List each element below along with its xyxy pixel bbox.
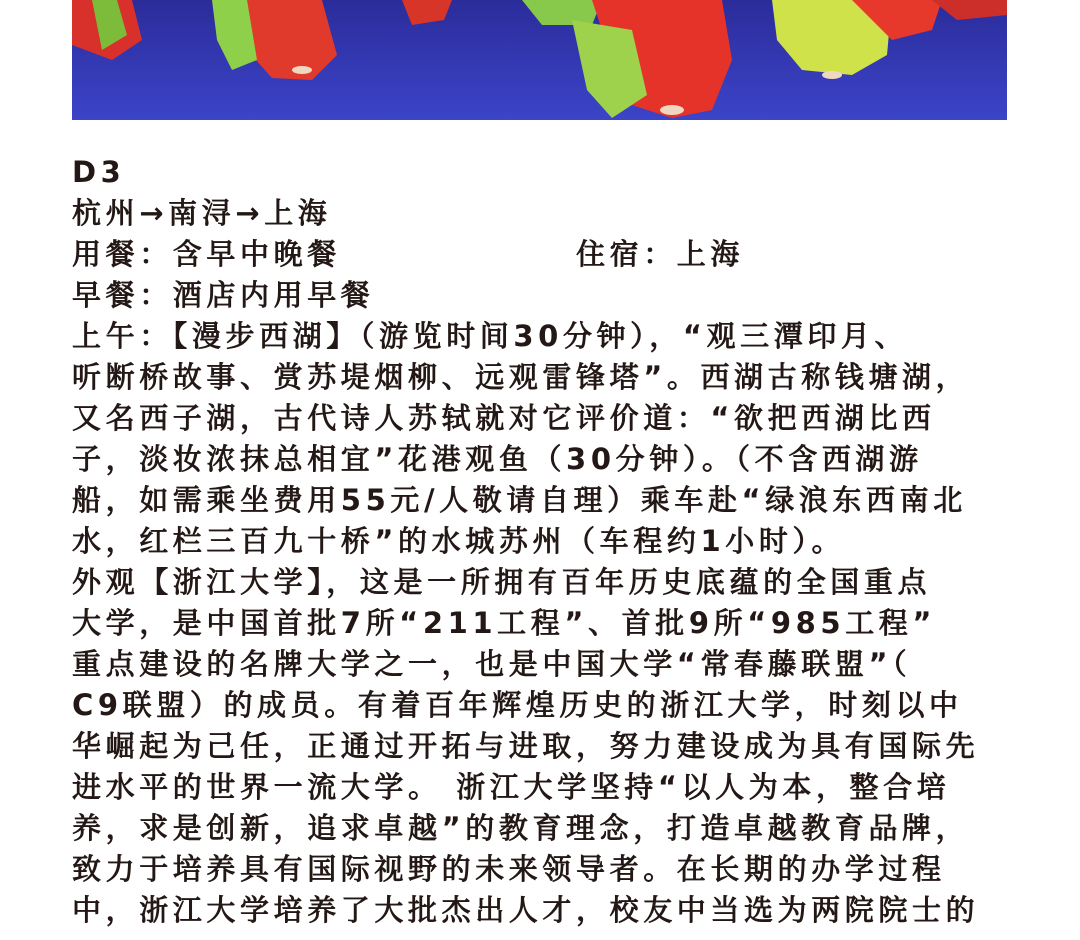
body-line: 中，浙江大学培养了大批杰出人才，校友中当选为两院院士的 — [72, 893, 980, 927]
body-line: 水，红栏三百九十桥”的水城苏州（车程约1小时）。 — [72, 524, 846, 558]
itinerary-section — [72, 152, 1032, 931]
meal-lodging-row — [72, 234, 1032, 275]
body-line: 船，如需乘坐费用55元/人敬请自理）乘车赴“绿浪东西南北 — [72, 483, 967, 517]
body-line: 听断桥故事、赏苏堤烟柳、远观雷锋塔”。西湖古称钱塘湖， — [72, 360, 970, 394]
body-line: 外观【浙江大学】，这是一所拥有百年历史底蕴的全国重点 — [72, 565, 932, 599]
day-label: D3 — [72, 155, 126, 189]
body-line: 上午：【漫步西湖】（游览时间30分钟），“观三潭印月、 — [72, 319, 909, 353]
breakfast-text: 早餐：酒店内用早餐 — [72, 278, 375, 312]
body-line: 华崛起为己任，正通过开拓与进取，努力建设成为具有国际先 — [72, 729, 980, 763]
body-line: 养，求是创新，追求卓越”的教育理念，打造卓越教育品牌， — [72, 811, 970, 845]
body-line: 又名西子湖，古代诗人苏轼就对它评价道：“欲把西湖比西 — [72, 401, 936, 435]
stage-performance-photo — [72, 0, 1007, 120]
meals-text: 用餐：含早中晚餐 — [72, 237, 341, 271]
lodging-text: 住宿：上海 — [576, 237, 745, 271]
body-line: 子，淡妆浓抹总相宜”花港观鱼（30分钟）。（不含西湖游 — [72, 442, 923, 476]
route-text: 杭州→南浔→上海 — [72, 196, 332, 230]
body-line: 进水平的世界一流大学。 浙江大学坚持“以人为本，整合培 — [72, 770, 951, 804]
body-line: 重点建设的名牌大学之一，也是中国大学“常春藤联盟”（ — [72, 647, 912, 681]
body-line: 致力于培养具有国际视野的未来领导者。在长期的办学过程 — [72, 852, 946, 886]
banner-image — [72, 0, 1007, 120]
body-line: 大学，是中国首批7所“211工程”、首批9所“985工程” — [72, 606, 937, 640]
body-line: C9联盟）的成员。有着百年辉煌历史的浙江大学，时刻以中 — [72, 688, 963, 722]
